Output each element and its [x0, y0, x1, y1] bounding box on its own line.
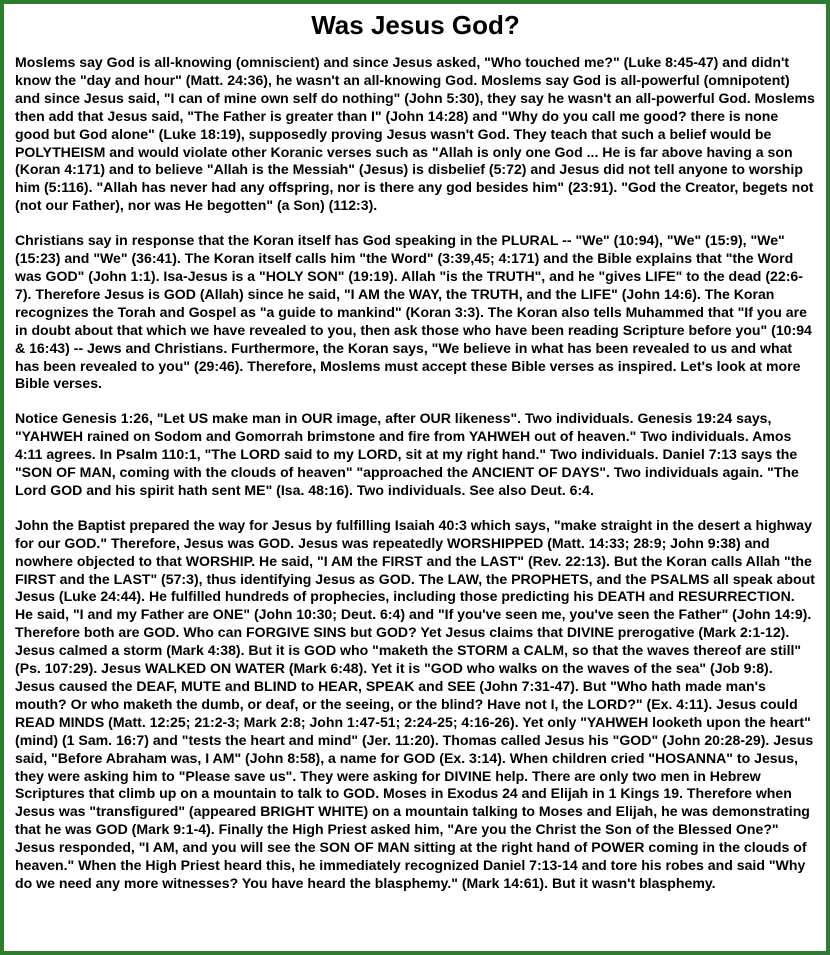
paragraph-jesus-evidence: John the Baptist prepared the way for Jesus by fulfilling Isaiah 40:3 which says, "make straight in the desert a highway for our GOD." Therefore, Jesus was GOD. Jesus was repeatedly WORSHIPPED (Matt. 14:33; 28:9; John 9:38) and nowhere objected to that WORSHIP. He said, "I AM the FIRST and the LAST" (Rev. 22:13). But the Koran calls Allah "the FIRST and the LAST" (57:3), thus identifying Jesus as GOD. The LAW, the PROPHETS, and the PSALMS all speak about Jesus (Luke 24:44). He fulfilled hundreds of prophecies, including those predicting his DEATH and RESURRECTION. He said, "I and my Father are ONE" (John 10:30; Deut. 6:4) and "If you've seen me, you've seen the Father" (John 14:9). Therefore both are GOD. Who can FORGIVE SINS but GOD? Yet Jesus claims that DIVINE prerogative (Mark 2:1-12). Jesus calmed a storm (Mark 4:38). But it is GOD who "maketh the STORM a CALM, so that the waves thereof are still" (Ps. 107:29). Jesus WALKED ON WATER (Mark 6:48). Yet it is "GOD who walks on the waves of the sea" (Job 9:8). Jesus caused the DEAF, MUTE and BLIND to HEAR, SPEAK and SEE (John 7:31-47). But "Who hath made man's mouth? Or who maketh the dumb, or deaf, or the seeing, or the blind? Have not I, the LORD?" (Ex. 4:11). Jesus could READ MINDS (Matt. 12:25; 21:2-3; Mark 2:8; John 1:47-51; 2:24-25; 4:16-26). Yet only "YAHWEH looketh upon the heart" (mind) (1 Sam. 16:7) and "tests the heart and mind" (Jer. 11:20). Thomas called Jesus his "GOD" (John 20:28-29). Jesus said, "Before Abraham was, I AM" (John 8:58), a name for GOD (Ex. 3:14). When children cried "HOSANNA" to Jesus, they were asking him to "Please save us". They were asking for DIVINE help. There are only two men in Hebrew Scriptures that climb up on a mountain to talk to GOD. Moses in Exodus 24 and Elijah in 1 Kings 19. Therefore when Jesus was "transfigured" (appeared BRIGHT WHITE) on a mountain talking to Moses and Elijah, he was demonstrating that he was GOD (Mark 9:1-4). Finally the High Priest asked him, "Are you the Christ the Son of the Blessed One?" Jesus responded, "I AM, and you will see the SON OF MAN sitting at the right hand of POWER coming in the clouds of heaven." When the High Priest heard this, he immediately recognized Daniel 7:13-14 and tore his robes and said "Why do we need any more witnesses? You have heard the blasphemy." (Mark 14:61). But it wasn't blasphemy. [15, 516, 815, 891]
paragraph-moslem-argument: Moslems say God is all-knowing (omniscient) and since Jesus asked, "Who touched me?" (Luke 8:45-47) and didn't know the "day and hour" (Matt. 24:36), he wasn't an all-knowing God. Moslems say God is all-powerful (omnipotent) and since Jesus said, "I can of mine own self do nothing" (John 5:30), they say he wasn't an all-powerful God. Moslems then add that Jesus said, "The Father is greater than I" (John 14:28) and "Why do you call me good? there is none good but God alone" (Luke 18:19), supposedly proving Jesus wasn't God. They teach that such a belief would be POLYTHEISM and would violate other Koranic verses such as "Allah is only one God ... He is far above having a son (Koran 4:171) and to believe "Allah is the Messiah" (Jesus) is disbelief (5:72) and Jesus did not tell anyone to worship him (5:116). "Allah has never had any offspring, nor is there any god besides him" (23:91). "God the Creator, begets not (not our Father), nor was He begotten" (a Son) (112:3). [15, 54, 815, 214]
page-title: Was Jesus God? [311, 10, 520, 40]
paragraph-christian-response: Christians say in response that the Koran itself has God speaking in the PLURAL -- "We" (10:94), "We" (15:9), "We" (15:23) and "We" (36:41). The Koran itself calls him "the Word" (3:39,45; 4:171) and the Bible explains that "the Word was GOD" (John 1:1). Isa-Jesus is a "HOLY SON" (19:19). Allah "is the TRUTH", and he "gives LIFE" to the dead (22:6-7). Therefore Jesus is GOD (Allah) since he said, "I AM the WAY, the TRUTH, and the LIFE" (John 14:6). The Koran recognizes the Torah and Gospel as "a guide to mankind" (Koran 3:3). The Koran also tells Muhammed that "If you are in doubt about that which we have revealed to you, then ask those who have been reading Scripture before you" (10:94 & 16:43) -- Jews and Christians. Furthermore, the Koran says, "We believe in what has been revealed to us and what has been revealed to you" (29:46). Therefore, Moslems must accept these Bible verses as inspired. Let's look at more Bible verses. [15, 232, 812, 392]
paragraph-two-individuals: Notice Genesis 1:26, "Let US make man in OUR image, after OUR likeness". Two individuals. Genesis 19:24 says, "YAHWEH rained on Sodom and Gomorrah brimstone and fire from YAHWEH out of heaven." Two individuals. Amos 4:11 agrees. In Psalm 110:1, "The LORD said to my LORD, sit at my right hand." Two individuals. Daniel 7:13 says the "SON OF MAN, coming with the clouds of heaven" "approached the ANCIENT OF DAYS". Two individuals again. "The Lord GOD and his spirit hath sent ME" (Isa. 48:16). Two individuals. See also Deut. 6:4. [15, 410, 799, 498]
